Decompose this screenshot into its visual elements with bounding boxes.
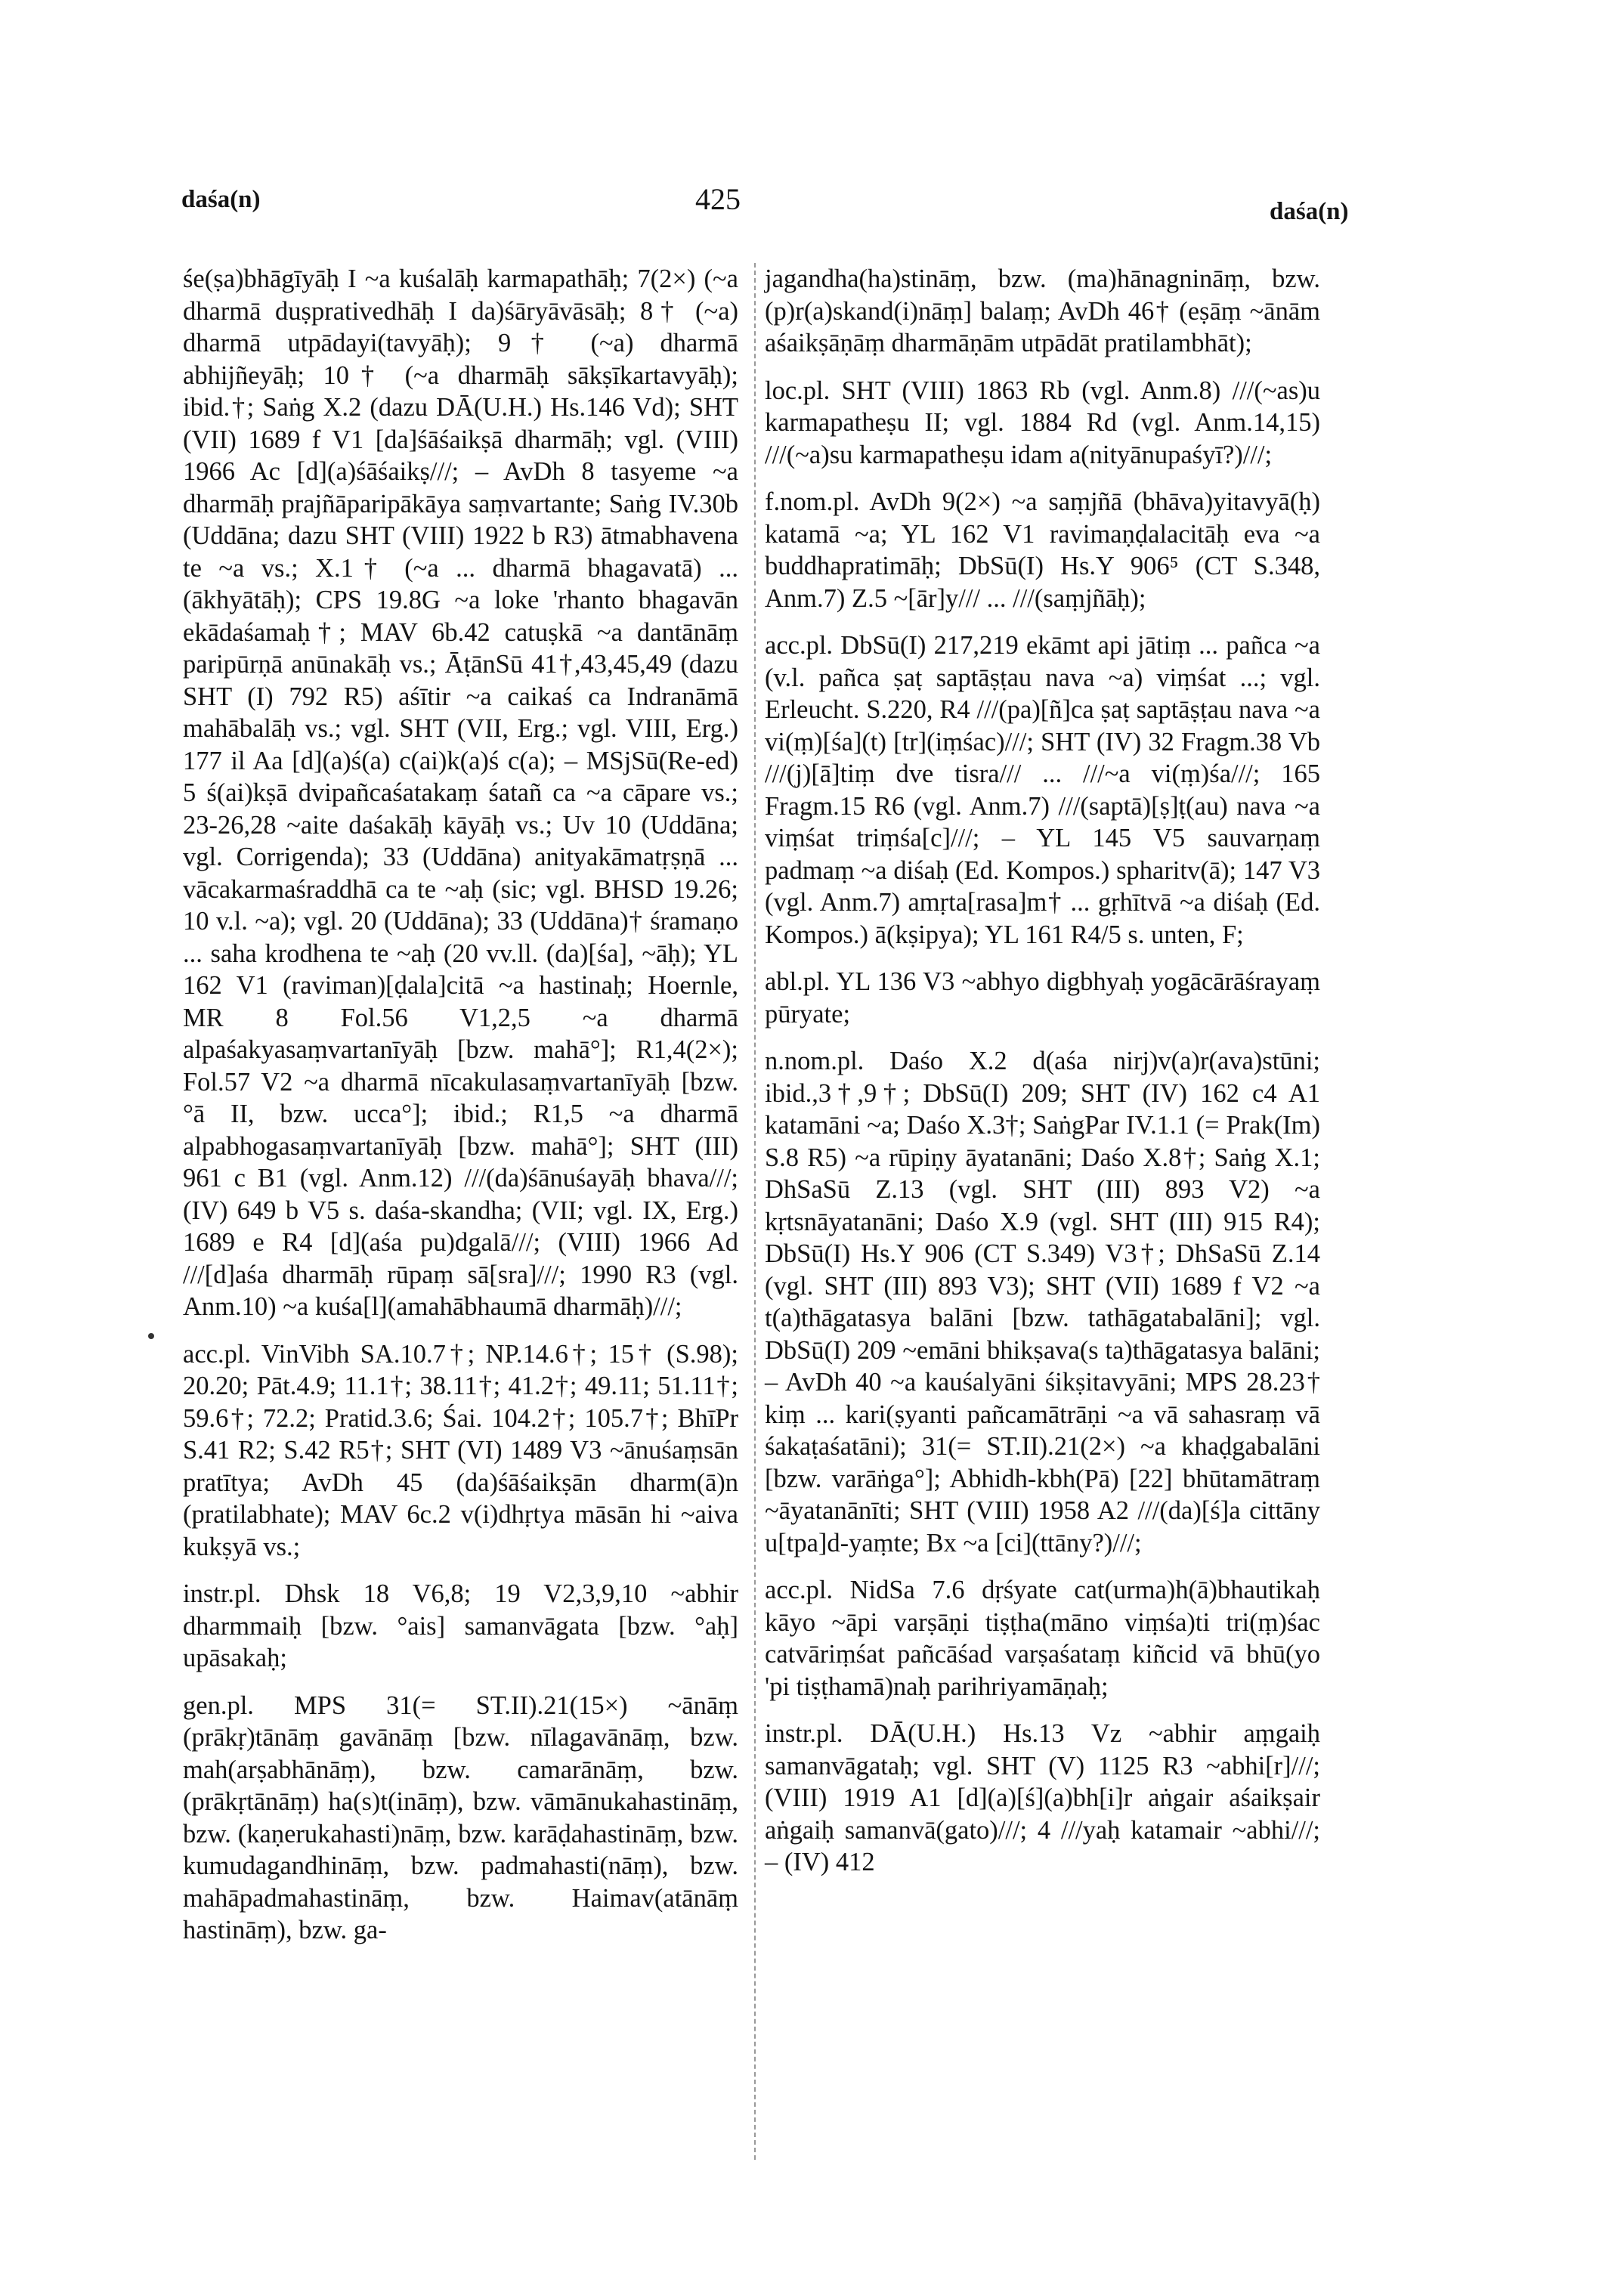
running-head-left: daśa(n) — [181, 186, 261, 213]
margin-dot — [148, 1333, 154, 1339]
column-divider — [754, 263, 756, 2160]
right-paragraph: f.nom.pl. AvDh 9(2×) ~a saṃjñā (bhāva)yitavyā(ḥ) katamā ~a; YL 162 V1 ravimaṇḍalacitāḥ eva ~a buddhapratimāḥ; DbSū(I) Hs.Y 906⁵ (CT S.348, Anm.7) Z.5 ~[ār]y/// ... ///(saṃjñāḥ); — [765, 487, 1320, 613]
right-paragraph: instr.pl. DĀ(U.H.) Hs.13 Vz ~abhir aṃgaiḥ samanvāgataḥ; vgl. SHT (V) 1125 R3 ~abhi[r]///; (VIII) 1919 A1 [d](a)[ś](a)bh[i]r aṅgair aśaikṣair aṅgaiḥ samanvā(gato)///; 4 ///yaḥ katamair ~abhi///; – (IV) 412 — [765, 1719, 1320, 1876]
left-paragraph: acc.pl. VinVibh SA.10.7†; NP.14.6†; 15† (S.98); 20.20; Pāt.4.9; 11.1†; 38.11†; 41.2†; 49.11; 51.11†; 59.6†; 72.2; Pratid.3.6; Śai. 104.2†; 105.7†; BhīPr S.41 R2; S.42 R5†; SHT (VI) 1489 V3 ~ānuśaṃsān pratītya; AvDh 45 (da)śāśaikṣān dharm(ā)n (pratilabhate); MAV 6c.2 v(i)dhṛtya māsān hi ~aiva kukṣyā vs.; — [183, 1339, 738, 1561]
left-paragraph: gen.pl. MPS 31(= ST.II).21(15×) ~ānāṃ (prākṛ)tānāṃ gavānāṃ [bzw. nīlagavānāṃ, bzw. mah(arṣabhānāṃ), bzw. camarānāṃ, bzw. (prākṛtānāṃ) ha(s)t(ināṃ), bzw. vāmānukahastināṃ, bzw. (kaṇerukahasti)nāṃ, bzw. karāḍahastināṃ, bzw. kumudagandhināṃ, bzw. padmahasti(nāṃ), bzw. mahāpadmahastināṃ, bzw. Haimav(atānāṃ hastināṃ), bzw. ga- — [183, 1691, 738, 1944]
right-paragraph: abl.pl. YL 136 V3 ~abhyo digbhyaḥ yogācārāśrayaṃ pūryate; — [765, 967, 1320, 1029]
right-paragraph: acc.pl. NidSa 7.6 dṛśyate cat(urma)h(ā)bhautikaḥ kāyo ~āpi varṣāṇi tiṣṭha(māno viṃśa)ti tri(ṃ)śac catvāriṃśat pañcāśad varṣaśataṃ kiñcid vā bhū(yo 'pi tiṣṭhamā)naḥ parihriyamāṇaḥ; — [765, 1576, 1320, 1701]
right-paragraph: jagandha(ha)stināṃ, bzw. (ma)hānagnināṃ, bzw. (p)r(a)skand(i)nāṃ] balaṃ; AvDh 46† (eṣāṃ ~ānām aśaikṣāṇāṃ dharmāṇām utpādāt pratilambhāt); — [765, 264, 1320, 357]
right-paragraph: loc.pl. SHT (VIII) 1863 Rb (vgl. Anm.8) ///(~as)u karmapatheṣu II; vgl. 1884 Rd (vgl. Anm.14,15) ///(~a)su karmapatheṣu idam a(nityānupaśyī?)///; — [765, 376, 1320, 469]
right-column — [765, 263, 1320, 1894]
left-column — [183, 263, 738, 1962]
left-paragraph: instr.pl. Dhsk 18 V6,8; 19 V2,3,9,10 ~abhir dharmmaiḥ [bzw. °ais] samanvāgata [bzw. °aḥ] upāsakaḥ; — [183, 1579, 738, 1672]
right-paragraph: n.nom.pl. Daśo X.2 d(aśa nirj)v(a)r(ava)stūni; ibid.,3†,9†; DbSū(I) 209; SHT (IV) 162 c4 A1 katamāni ~a; Daśo X.3†; SaṅgPar IV.1.1 (= Prak(Im) S.8 R5) ~a rūpiṇy āyatanāni; Daśo X.8†; Saṅg X.1; DhSaSū Z.13 (vgl. SHT (III) 893 V2) ~a kṛtsnāyatanāni; Daśo X.9 (vgl. SHT (III) 915 R4); DbSū(I) Hs.Y 906 (CT S.349) V3†; DhSaSū Z.14 (vgl. SHT (III) 893 V3); SHT (VII) 1689 f V2 ~a t(a)thāgatasya balāni [bzw. tathāgatabalāni]; vgl. DbSū(I) 209 ~emāni bhikṣava(s ta)thāgatasya balāni; – AvDh 40 ~a kauśalyāni śikṣitavyāni; MPS 28.23† kiṃ ... kari(ṣyanti pañcamātrāṇi ~a vā sahasraṃ vā śakaṭaśatāni); 31(= ST.II).21(2×) ~a khaḍgabalāni [bzw. varāṅga°]; Abhidh-kbh(Pā) [22] bhūtamātraṃ ~āyatanānīti; SHT (VIII) 1958 A2 ///(da)[ś]a cittāny u[tpa]d-yaṃte; Bx ~a [ci](ttāny?)///; — [765, 1047, 1320, 1558]
running-head-right: daśa(n) — [1270, 198, 1349, 225]
left-paragraph: śe(ṣa)bhāgīyāḥ I ~a kuśalāḥ karmapathāḥ; 7(2×) (~a dharmā duṣprativedhāḥ I da)śāryāvāsāḥ; 8† (~a) dharmā utpādayi(tavyāḥ); 9† (~a) dharmā abhijñeyāḥ; 10† (~a dharmāḥ sākṣīkartavyāḥ); ibid.†; Saṅg X.2 (dazu DĀ(U.H.) Hs.146 Vd); SHT (VII) 1689 f V1 [da]śāśaikṣā dharmāḥ; vgl. (VIII) 1966 Ac [d](a)śāśaikṣ///; – AvDh 8 tasyeme ~a dharmāḥ prajñāparipākāya saṃvartante; Saṅg IV.30b (Uddāna; dazu SHT (VIII) 1922 b R3) ātmabhavena te ~a vs.; X.1† (~a ... dharmā bhagavatā) ... (ākhyātāḥ); CPS 19.8G ~a loke 'rhanto bhagavān ekādaśamaḥ†; MAV 6b.42 catuṣkā ~a dantānāṃ paripūrṇā anūnakāḥ vs.; ĀṭānSū 41†,43,45,49 (dazu SHT (I) 792 R5) aśītir ~a caikaś ca Indranāmā mahābalāḥ vs.; vgl. SHT (VII, Erg.; vgl. VIII, Erg.) 177 il Aa [d](a)ś(a) c(ai)k(a)ś c(a); – MSjSū(Re-ed) 5 ś(ai)kṣā dvipañcaśatakaṃ śatañ ca ~a cāpare vs.; 23-26,28 ~aite daśakāḥ kāyāḥ vs.; Uv 10 (Uddāna; vgl. Corrigenda); 33 (Uddāna) anityakāmatṛṣṇā ... vācakarmaśraddhā ca te ~aḥ (sic; vgl. BHSD 19.26; 10 v.l. ~a); vgl. 20 (Uddāna); 33 (Uddāna)† śramaṇo ... saha krodhena te ~aḥ (20 vv.ll. (da)[śa], ~āḥ); YL 162 V1 (raviman)[ḍala]citā ~a hastinaḥ; Hoernle, MR 8 Fol.56 V1,2,5 ~a dharmā alpaśakyasaṃvartanīyāḥ [bzw. mahā°]; R1,4(2×); Fol.57 V2 ~a dharmā nīcakulasaṃvartanīyāḥ [bzw. °ā II, bzw. ucca°]; ibid.; R1,5 ~a dharmā alpabhogasaṃvartanīyāḥ [bzw. mahā°]; SHT (III) 961 c B1 (vgl. Anm.12) ///(da)śānuśayāḥ bhava///; (IV) 649 b V5 s. daśa-skandha; (VII; vgl. IX, Erg.) 1689 e R4 [d](aśa pu)dgalā///; (VIII) 1966 Ad ///[d]aśa dharmāḥ rūpaṃ sā[sra]///; 1990 R3 (vgl. Anm.10) ~a kuśa[l](amahābhaumā dharmāḥ)///; — [183, 264, 738, 1321]
page-number: 425 — [695, 182, 741, 216]
right-paragraph: acc.pl. DbSū(I) 217,219 ekāmt api jātiṃ ... pañca ~a (v.l. pañca ṣaṭ saptāṣṭau nava ~a) viṃśat ...; vgl. Erleucht. S.220, R4 ///(pa)[ñ]ca ṣaṭ saptāṣṭau nava ~a vi(ṃ)[śa](t) [tr](iṃśac)///; SHT (IV) 32 Fragm.38 Vb ///(j)[ā]tiṃ dve tisra/// ... ///~a vi(ṃ)śa///; 165 Fragm.15 R6 (vgl. Anm.7) ///(saptā)[ṣ]ṭ(au) nava ~a viṃśat triṃśa[c]///; – YL 145 V5 sauvarṇaṃ padmaṃ ~a diśaḥ (Ed. Kompos.) spharitv(ā); 147 V3 (vgl. Anm.7) amṛta[rasa]m† ... gṛhītvā ~a diśaḥ (Ed. Kompos.) ā(kṣipya); YL 161 R4/5 s. unten, F; — [765, 631, 1320, 949]
